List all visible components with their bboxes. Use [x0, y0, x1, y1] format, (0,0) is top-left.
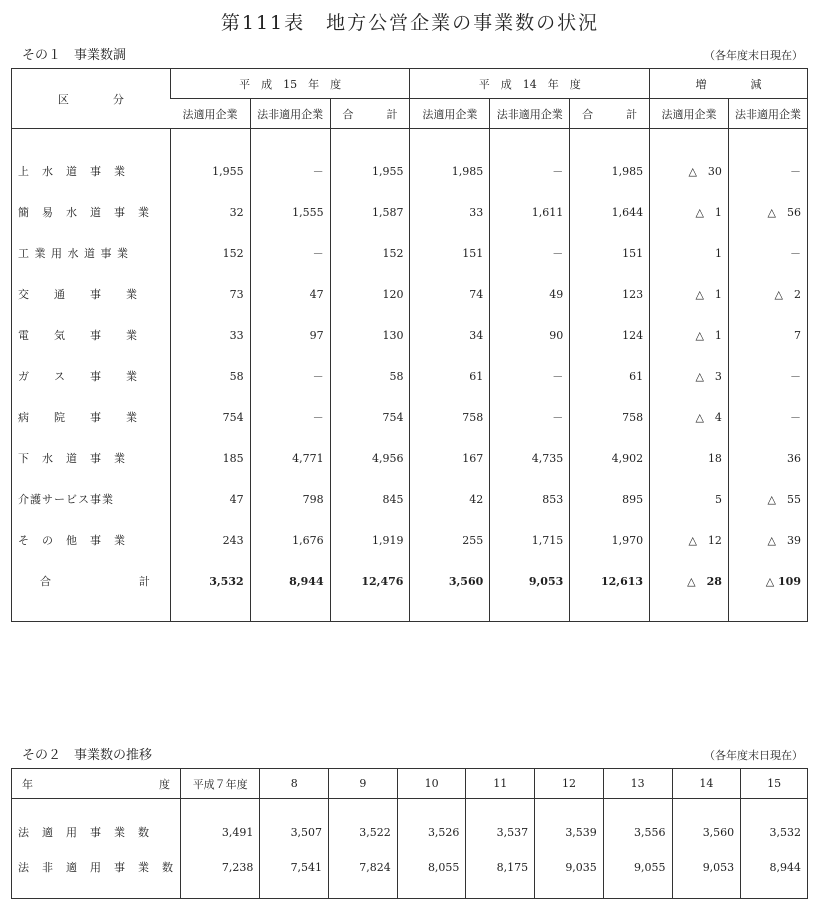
table-cell: 1,919	[330, 520, 410, 561]
table-cell: 3,526	[397, 815, 466, 850]
business-count-table	[11, 68, 808, 622]
total-cell: 8,944	[250, 561, 330, 602]
table-cell: 124	[570, 315, 650, 356]
table-cell: －	[250, 151, 330, 192]
table-cell: 243	[170, 520, 250, 561]
total-cell: 12,476	[330, 561, 410, 602]
table-cell: 33	[170, 315, 250, 356]
table-cell: △ 2	[728, 274, 807, 315]
row-label: そ の 他 事 業	[18, 534, 126, 547]
table-cell: 58	[330, 356, 410, 397]
table-cell: 4,956	[330, 438, 410, 479]
table-cell: 4,771	[250, 438, 330, 479]
table-cell: 4,735	[490, 438, 570, 479]
table-cell: 7	[728, 315, 807, 356]
table-cell: 34	[410, 315, 490, 356]
table-cell: 167	[410, 438, 490, 479]
table-cell: 754	[170, 397, 250, 438]
table-cell: 3,556	[603, 815, 672, 850]
total-cell: 12,613	[570, 561, 650, 602]
table-cell: 123	[570, 274, 650, 315]
trend-table	[11, 768, 808, 899]
total-cell: △ 28	[650, 561, 729, 602]
table-cell: 36	[728, 438, 807, 479]
table-cell: 3,522	[329, 815, 398, 850]
table-cell: －	[728, 397, 807, 438]
year-column-header: 8	[260, 769, 329, 799]
table-cell: 8,175	[466, 850, 535, 885]
table-cell: △ 55	[728, 479, 807, 520]
table-cell: －	[490, 397, 570, 438]
table-cell: 1,555	[250, 192, 330, 233]
table-row	[12, 397, 808, 438]
year-column-header: 12	[535, 769, 604, 799]
year-column-header: 14	[672, 769, 741, 799]
table-cell: 9,053	[672, 850, 741, 885]
table-cell: 3,532	[741, 815, 808, 850]
table-cell: 1,955	[330, 151, 410, 192]
table-cell: 8,944	[741, 850, 808, 885]
subcolumn-header: 法非適用企業	[728, 99, 807, 129]
table-row	[12, 356, 808, 397]
total-cell: △ 109	[728, 561, 807, 602]
year-header-right: 度	[159, 777, 170, 791]
table-cell: 3,560	[672, 815, 741, 850]
row-label: 簡 易 水 道 事 業	[18, 206, 150, 219]
row-label: 電 気 事 業	[18, 329, 138, 342]
table-cell: 3,537	[466, 815, 535, 850]
section1-note: （各年度末日現在）	[704, 49, 803, 62]
table-cell: 61	[410, 356, 490, 397]
row-label: 介護サービス事業	[18, 493, 114, 506]
table-cell: 185	[170, 438, 250, 479]
total-cell: 3,532	[170, 561, 250, 602]
table-cell: 7,824	[329, 850, 398, 885]
table-cell: △ 3	[650, 356, 729, 397]
table-cell: 61	[570, 356, 650, 397]
table-cell: 4,902	[570, 438, 650, 479]
table-cell: －	[490, 233, 570, 274]
table-row	[12, 815, 808, 850]
total-row	[12, 561, 808, 602]
table-cell: 1,985	[570, 151, 650, 192]
total-label-right: 計	[138, 575, 150, 588]
table-cell: －	[728, 233, 807, 274]
table-cell: 97	[250, 315, 330, 356]
total-label-left: 合	[40, 575, 51, 588]
table-cell: 32	[170, 192, 250, 233]
table-cell: 255	[410, 520, 490, 561]
table-row	[12, 520, 808, 561]
table-cell: 1,611	[490, 192, 570, 233]
table-cell: 7,238	[181, 850, 260, 885]
year-column-header: 10	[397, 769, 466, 799]
table-cell: △ 1	[650, 192, 729, 233]
year-column-header: 9	[329, 769, 398, 799]
table-title: 第111表 地方公営企業の事業数の状況	[220, 12, 600, 34]
year-column-header: 13	[603, 769, 672, 799]
row-label: ガ ス 事 業	[18, 370, 138, 383]
row-label: 法 非 適 用 事 業 数	[18, 861, 174, 874]
year-header-left: 年	[22, 777, 33, 791]
table-cell: 130	[330, 315, 410, 356]
table-cell: 49	[490, 274, 570, 315]
subcolumn-header: 合 計	[330, 99, 410, 129]
table-cell: 3,507	[260, 815, 329, 850]
section2-note: （各年度末日現在）	[704, 749, 803, 762]
subcolumn-header: 合 計	[570, 99, 650, 129]
year-column-header: 平成７年度	[181, 769, 260, 799]
table-cell: 798	[250, 479, 330, 520]
year-header	[12, 769, 181, 799]
row-label: 工 業 用 水 道 事 業	[18, 247, 129, 260]
table-row	[12, 479, 808, 520]
row-label: 法 適 用 事 業 数	[18, 826, 150, 839]
subcolumn-header: 法非適用企業	[250, 99, 330, 129]
year-column-header: 15	[741, 769, 808, 799]
table-cell: －	[490, 356, 570, 397]
table-cell: △ 39	[728, 520, 807, 561]
subcolumn-header: 法適用企業	[650, 99, 729, 129]
table-cell: 58	[170, 356, 250, 397]
table-cell: 152	[170, 233, 250, 274]
table-cell: 1,644	[570, 192, 650, 233]
row-label: 病 院 事 業	[18, 411, 138, 424]
table-cell: 5	[650, 479, 729, 520]
subcolumn-header: 法適用企業	[410, 99, 490, 129]
table-cell: 1,587	[330, 192, 410, 233]
table-cell: 8,055	[397, 850, 466, 885]
table-cell: 1,985	[410, 151, 490, 192]
total-cell: 3,560	[410, 561, 490, 602]
period-h14: 平 成 14 年 度	[410, 69, 650, 99]
table-cell: －	[728, 151, 807, 192]
table-row	[12, 192, 808, 233]
table-cell: 73	[170, 274, 250, 315]
period-h15: 平 成 15 年 度	[170, 69, 410, 99]
row-label: 交 通 事 業	[18, 288, 138, 301]
table-cell: 33	[410, 192, 490, 233]
table-cell: －	[728, 356, 807, 397]
table-cell: 120	[330, 274, 410, 315]
table-row	[12, 315, 808, 356]
table-cell: △ 30	[650, 151, 729, 192]
table-cell: 895	[570, 479, 650, 520]
table-cell: 9,035	[535, 850, 604, 885]
section1-heading: その１ 事業数調	[22, 48, 127, 63]
row-label: 下 水 道 事 業	[18, 452, 126, 465]
table-cell: 151	[570, 233, 650, 274]
table-cell: 853	[490, 479, 570, 520]
table-cell: 18	[650, 438, 729, 479]
table-row	[12, 274, 808, 315]
table-cell: 151	[410, 233, 490, 274]
table-cell: △ 1	[650, 274, 729, 315]
table-cell: △ 1	[650, 315, 729, 356]
table-cell: 1,676	[250, 520, 330, 561]
table-row	[12, 233, 808, 274]
table-cell: △ 4	[650, 397, 729, 438]
table-cell: 754	[330, 397, 410, 438]
table-cell: 42	[410, 479, 490, 520]
table-cell: 758	[410, 397, 490, 438]
table-cell: 47	[170, 479, 250, 520]
row-header: 区 分	[12, 69, 171, 129]
subcolumn-header: 法非適用企業	[490, 99, 570, 129]
table-cell: 758	[570, 397, 650, 438]
table-cell: 1,715	[490, 520, 570, 561]
row-label: 上 水 道 事 業	[18, 165, 126, 178]
table-cell: 47	[250, 274, 330, 315]
table-cell: 90	[490, 315, 570, 356]
table-cell: 1,970	[570, 520, 650, 561]
table-cell: △ 12	[650, 520, 729, 561]
subcolumn-header: 法適用企業	[170, 99, 250, 129]
table-cell: 845	[330, 479, 410, 520]
table-cell: 74	[410, 274, 490, 315]
table-cell: 3,539	[535, 815, 604, 850]
table-cell: 3,491	[181, 815, 260, 850]
year-column-header: 11	[466, 769, 535, 799]
table-row	[12, 151, 808, 192]
table-cell: －	[490, 151, 570, 192]
table-cell: －	[250, 233, 330, 274]
table-cell: 152	[330, 233, 410, 274]
period-change: 増 減	[650, 69, 808, 99]
table-cell: △ 56	[728, 192, 807, 233]
table-cell: －	[250, 356, 330, 397]
table-cell: 1,955	[170, 151, 250, 192]
table-row	[12, 850, 808, 885]
table-cell: 9,055	[603, 850, 672, 885]
total-cell: 9,053	[490, 561, 570, 602]
table-cell: －	[250, 397, 330, 438]
table-row	[12, 438, 808, 479]
table-cell: 7,541	[260, 850, 329, 885]
total-label	[12, 561, 171, 602]
section2-heading: その２ 事業数の推移	[22, 748, 153, 763]
table-cell: 1	[650, 233, 729, 274]
